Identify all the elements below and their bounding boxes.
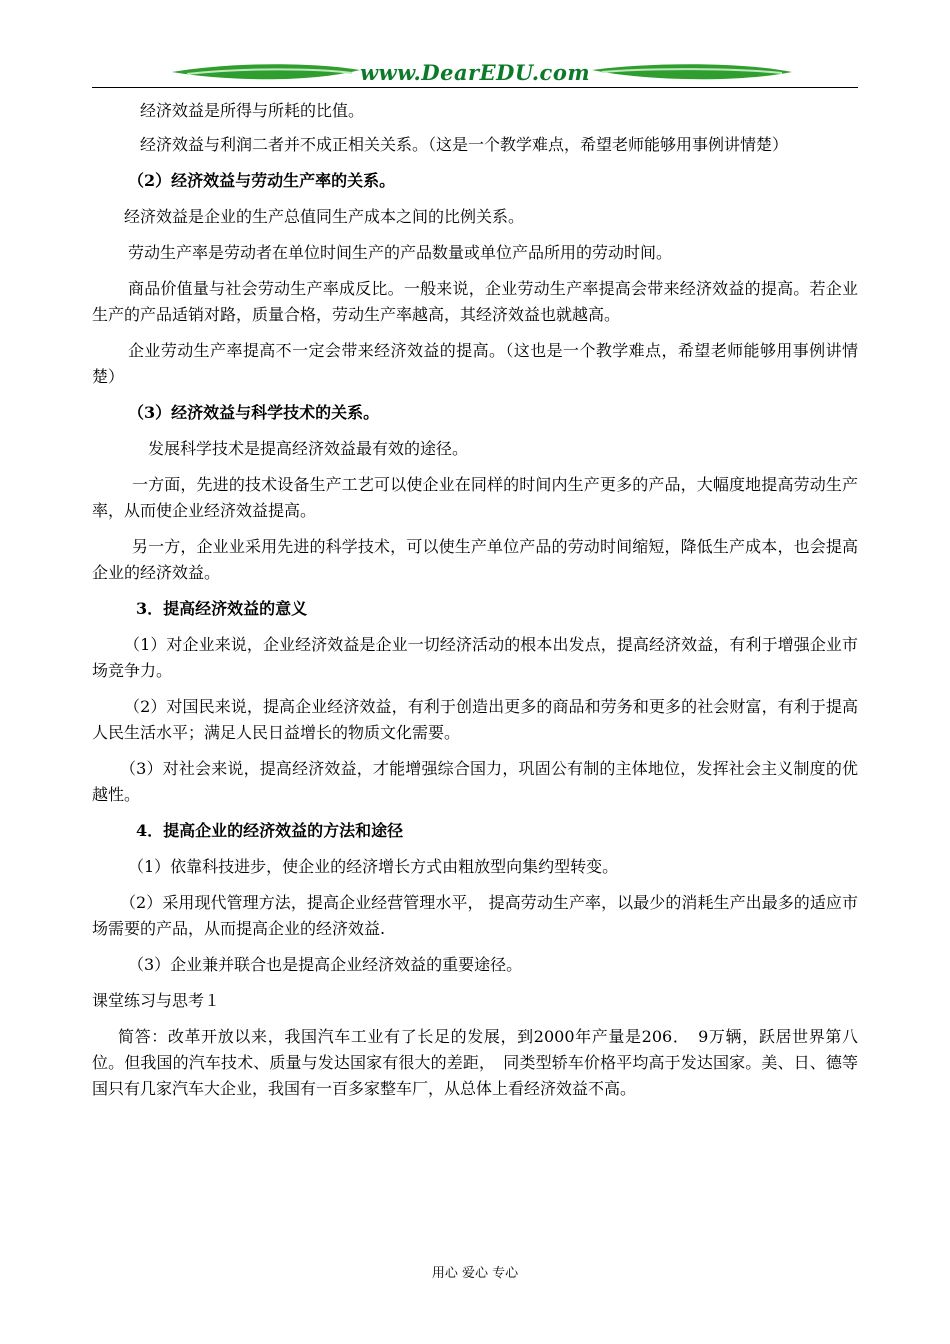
section-heading: 4．提高企业的经济效益的方法和途径 [136,821,404,840]
paragraph: （1）对企业来说，企业经济效益是企业一切经济活动的根本出发点，提高经济效益，有利于增强企业市场竞争力。 [92,635,858,680]
document-body [92,98,858,1102]
site-logo-text: www.DearEDU.com [359,60,591,85]
page-footer: 用心 爱心 专心 [431,1266,519,1281]
paragraph: （2）采用现代管理方法，提高企业经营管理水平， 提高劳动生产率，以最少的消耗生产出最多的适应市场需要的产品，从而提高企业的经济效益. [92,893,858,938]
paragraph: 经济效益是企业的生产总值同生产成本之间的比例关系。 [124,207,525,226]
paragraph: 经济效益是所得与所耗的比值。 [140,101,365,120]
paragraph: 经济效益与利润二者并不成正相关关系。（这是一个教学难点，希望老师能够用事例讲情楚） [140,135,789,154]
paragraph: 发展科学技术是提高经济效益最有效的途径。 [148,439,469,458]
section-heading: （2）经济效益与劳动生产率的关系。 [128,171,396,190]
paragraph: （1）依靠科技进步，使企业的经济增长方式由粗放型向集约型转变。 [128,857,619,876]
paragraph: 劳动生产率是劳动者在单位时间生产的产品数量或单位产品所用的劳动时间。 [128,243,673,262]
section-heading: （3）经济效益与科学技术的关系。 [128,403,380,422]
paragraph: 课堂练习与思考１ [92,991,221,1010]
header-rule [92,87,858,88]
paragraph: 企业劳动生产率提高不一定会带来经济效益的提高。（这也是一个教学难点，希望老师能够用事例讲情楚） [92,341,858,386]
paragraph: （2）对国民来说，提高企业经济效益，有利于创造出更多的商品和劳务和更多的社会财富，有利于提高人民生活水平；满足人民日益增长的物质文化需要。 [92,697,858,742]
paragraph: 另一方，企业业采用先进的科学技术，可以使生产单位产品的劳动时间缩短，降低生产成本，也会提高企业的经济效益。 [92,537,858,582]
paragraph: （3）企业兼并联合也是提高企业经济效益的重要途径。 [128,955,523,974]
page-header [92,56,858,90]
section-heading: 3．提高经济效益的意义 [136,599,308,618]
paragraph: （3）对社会来说，提高经济效益，才能增强综合国力，巩固公有制的主体地位，发挥社会主义制度的优越性。 [92,759,858,804]
paragraph: 商品价值量与社会劳动生产率成反比。一般来说，企业劳动生产率提高会带来经济效益的提高。若企业生产的产品适销对路，质量合格，劳动生产率越高，其经济效益也就越高。 [92,279,858,324]
paragraph: 一方面，先进的技术设备生产工艺可以使企业在同样的时间内生产更多的产品，大幅度地提高劳动生产率，从而使企业经济效益提高。 [92,475,858,520]
paragraph: 简答：改革开放以来，我国汽车工业有了长足的发展，到2000年产量是206． 9万辆，跃居世界第八位。但我国的汽车技术、质量与发达国家有很大的差距， 同类型轿车价格平均高于发达国家。美、日、德等国只有几家汽车大企业，我国有一百多家整车厂，从总体上看经济效益不高。 [92,1027,858,1098]
